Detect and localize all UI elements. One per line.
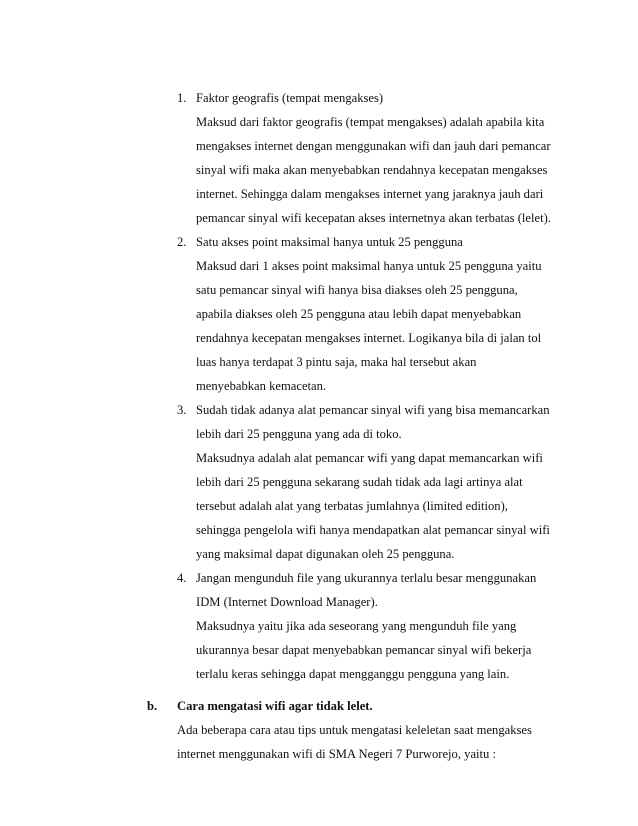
paragraph-line: pemancar sinyal wifi kecepatan akses internetnya akan terbatas (lelet). [196, 211, 551, 225]
paragraph-line: Maksud dari faktor geografis (tempat mengakses) adalah apabila kita [196, 115, 545, 129]
paragraph-line: ukurannya besar dapat menyebabkan pemancar sinyal wifi bekerja [196, 643, 532, 657]
paragraph-line: Maksudnya adalah alat pemancar wifi yang dapat memancarkan wifi [196, 451, 543, 465]
paragraph-line: Maksud dari 1 akses point maksimal hanya untuk 25 pengguna yaitu [196, 259, 542, 273]
paragraph-line: mengakses internet dengan menggunakan wifi dan jauh dari pemancar [196, 139, 551, 153]
paragraph-line: lebih dari 25 pengguna sekarang sudah tidak ada lagi artinya alat [196, 475, 523, 489]
list-item-title: Jangan mengunduh file yang ukurannya terlalu besar menggunakan [196, 571, 537, 585]
paragraph-line: Maksudnya yaitu jika ada seseorang yang mengunduh file yang [196, 619, 517, 633]
list-item-title: Sudah tidak adanya alat pemancar sinyal wifi yang bisa memancarkan [196, 403, 550, 417]
paragraph-line: rendahnya kecepatan mengakses internet. Logikanya bila di jalan tol [196, 331, 542, 345]
list-item-number: 1. [177, 91, 187, 105]
list-item-number: 2. [177, 235, 187, 249]
paragraph-line: apabila diakses oleh 25 pengguna atau lebih dapat menyebabkan [196, 307, 522, 321]
paragraph-line: Ada beberapa cara atau tips untuk mengatasi keleletan saat mengakses [177, 723, 532, 737]
section-label: b. [147, 699, 158, 713]
list-item-title: lebih dari 25 pengguna yang ada di toko. [196, 427, 402, 441]
paragraph-line: internet menggunakan wifi di SMA Negeri 7 Purworejo, yaitu : [177, 747, 496, 761]
paragraph-line: terlalu keras sehingga dapat mengganggu pengguna yang lain. [196, 667, 510, 681]
section-heading: Cara mengatasi wifi agar tidak lelet. [177, 699, 373, 713]
paragraph-line: sehingga pengelola wifi hanya mendapatkan alat pemancar sinyal wifi [196, 523, 550, 537]
list-item-number: 3. [177, 403, 187, 417]
list-item-title: IDM (Internet Download Manager). [196, 595, 378, 609]
paragraph-line: internet. Sehingga dalam mengakses internet yang jaraknya jauh dari [196, 187, 544, 201]
paragraph-line: luas hanya terdapat 3 pintu saja, maka hal tersebut akan [196, 355, 477, 369]
list-item-title: Satu akses point maksimal hanya untuk 25 pengguna [196, 235, 463, 249]
paragraph-line: satu pemancar sinyal wifi hanya bisa diakses oleh 25 pengguna, [196, 283, 518, 297]
paragraph-line: yang maksimal dapat digunakan oleh 25 pengguna. [196, 547, 455, 561]
list-item-title: Faktor geografis (tempat mengakses) [196, 91, 384, 105]
list-item-number: 4. [177, 571, 187, 585]
paragraph-line: menyebabkan kemacetan. [196, 379, 327, 393]
paragraph-line: tersebut adalah alat yang terbatas jumlahnya (limited edition), [196, 499, 508, 513]
paragraph-line: sinyal wifi maka akan menyebabkan rendahnya kecepatan mengakses [196, 163, 548, 177]
